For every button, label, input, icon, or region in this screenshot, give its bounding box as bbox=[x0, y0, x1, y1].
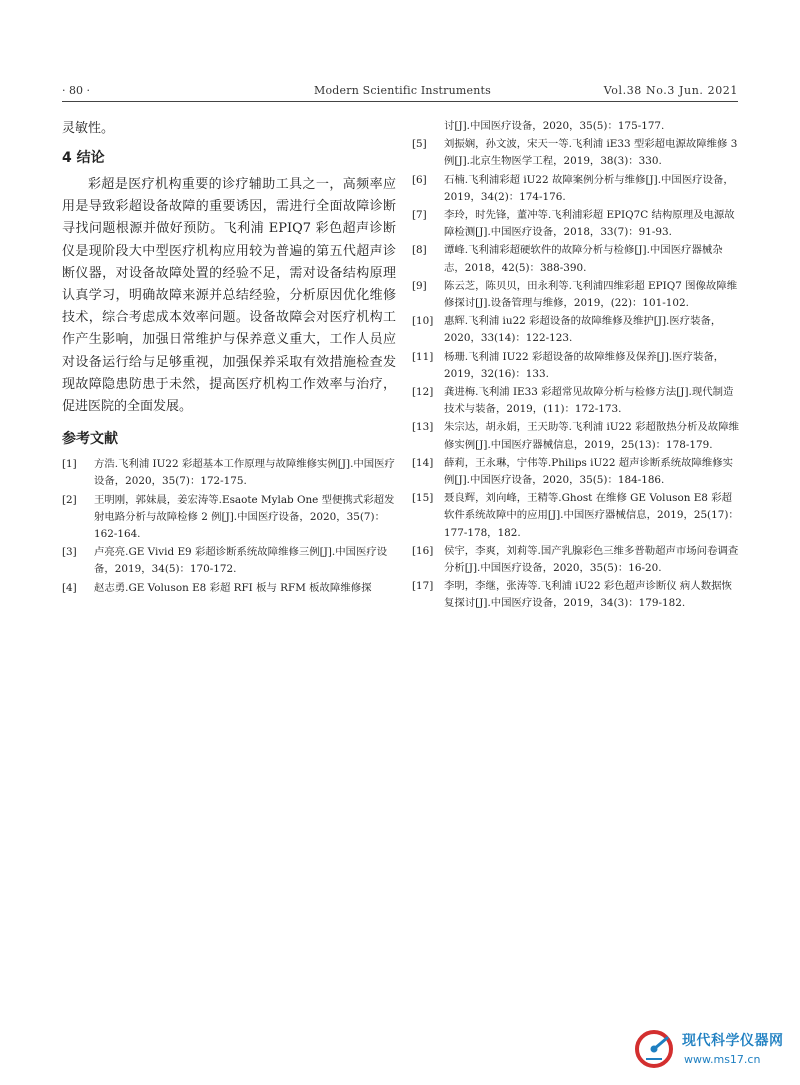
reference-item bbox=[62, 580, 396, 597]
reference-item bbox=[412, 490, 742, 542]
reference-item bbox=[412, 172, 742, 206]
reference-number: [10] bbox=[412, 315, 434, 328]
reference-text: 龚进梅.飞利浦 IE33 彩超常见故障分析与检修方法[J].现代制造技术与装备，2019，(11)：172-173. bbox=[444, 386, 734, 416]
reference-number: [16] bbox=[412, 544, 434, 557]
reference-item bbox=[412, 242, 742, 276]
running-header bbox=[62, 84, 738, 102]
conclusion-paragraph: 彩超是医疗机构重要的诊疗辅助工具之一，高频率应用是导致彩超设备故障的重要诱因，需进行全面故障诊断寻找问题根源并做好预防。飞利浦 EPIQ7 彩色超声诊断仪是现阶段大中型医疗机构应用较为普遍的第五代超声诊断仪器，对设备故障处置的经验不足，需对设备结构原理认真学习，明确故障来源并总结经验，分析原因优化维修技术，综合考虑成本效率问题。设备故障会对医疗机构工作产生影响，加强日常维护与保养意义重大，工作人员应对设备运行给与足够重视，加强保养采取有效措施检查发现故障隐患防患于未然，提高医疗机构工作效率与治疗，促进医院的全面发展。 bbox=[62, 177, 396, 415]
reference-number: [17] bbox=[412, 580, 434, 593]
reference-item bbox=[412, 313, 742, 347]
reference-number: [8] bbox=[412, 244, 427, 257]
reference-text: 侯宇，李爽，刘莉等.国产乳腺彩色三维多普勒超声市场问卷调查分析[J].中国医疗设备，2020，35(5)：16-20. bbox=[444, 544, 739, 575]
reference-text: 方浩.飞利浦 IU22 彩超基本工作原理与故障维修实例[J].中国医疗设备，2020，35(7)：172-175. bbox=[94, 458, 395, 488]
reference-text: 石楠.飞利浦彩超 iU22 故障案例分析与维修[J].中国医疗设备，2019，34(2)：174-176. bbox=[444, 173, 734, 203]
reference-item bbox=[412, 543, 742, 577]
reference-number: [4] bbox=[62, 581, 77, 594]
references-title: 参考文献 bbox=[62, 431, 118, 448]
reference-number: [14] bbox=[412, 456, 434, 469]
watermark-logo bbox=[634, 1027, 784, 1077]
reference-number: [11] bbox=[412, 350, 434, 363]
reference-number: [1] bbox=[62, 458, 77, 471]
reference-item bbox=[62, 544, 396, 578]
reference-text: 李玲，时先锋，董冲等.飞利浦彩超 EPIQ7C 结构原理及电源故障检测[J].中国医疗设备，2018，33(7)：91-93. bbox=[444, 209, 735, 239]
reference-item bbox=[412, 384, 742, 418]
reference-text: 杨珊.飞利浦 IU22 彩超设备的故障维修及保养[J].医疗装备，2019，32(16)：133. bbox=[444, 350, 725, 380]
reference-item bbox=[412, 349, 742, 383]
reference-text: 谭峰.飞利浦彩超硬软件的故障分析与检修[J].中国医疗器械杂志，2018，42(5)：388-390. bbox=[444, 244, 723, 274]
reference-list-left bbox=[62, 456, 396, 597]
reference-number: [9] bbox=[412, 279, 427, 292]
reference-text: 朱宗达，胡永娟，王天助等.飞利浦 iU22 彩超散热分析及故障维修实例[J].中国医疗器械信息，2019，25(13)：178-179. bbox=[444, 421, 739, 451]
header-rule bbox=[62, 101, 738, 102]
watermark-url: www.ms17.cn bbox=[684, 1053, 761, 1066]
reference-text: 李明，李继，张涛等.飞利浦 iU22 彩色超声诊断仪 病人数据恢复探讨[J].中国医疗设备，2019，34(3)：179-182. bbox=[444, 580, 732, 610]
reference-item bbox=[412, 578, 742, 612]
section-title-conclusion: 4 结论 bbox=[62, 150, 105, 166]
reference-number: [2] bbox=[62, 493, 77, 506]
reference-text: 刘振娴，孙文波，宋天一等.飞利浦 iE33 型彩超电源故障维修 3 例[J].北京生物医学工程，2019，38(3)：330. bbox=[444, 138, 738, 168]
reference-number: [6] bbox=[412, 173, 427, 186]
page-number: · 80 · bbox=[62, 84, 90, 97]
reference-item bbox=[412, 278, 742, 312]
reference-text: 惠辉.飞利浦 iu22 彩超设备的故障维修及维护[J].医疗装备，2020，33(14)：122-123. bbox=[444, 315, 722, 345]
reference-item bbox=[412, 207, 742, 241]
right-column bbox=[412, 118, 742, 614]
reference-item bbox=[62, 492, 396, 544]
instrument-logo-icon bbox=[634, 1029, 674, 1069]
reference-number: [3] bbox=[62, 546, 77, 559]
left-column bbox=[62, 118, 396, 598]
reference-number: [15] bbox=[412, 492, 434, 505]
reference-text: 王明刚，郭妹晨，姜宏涛等.Esaote Mylab One 型便携式彩超发射电路分析与故障检修 2 例[J].中国医疗设备，2020，35(7)：162-164. bbox=[94, 493, 395, 541]
reference-text: 薛莉，王永琳，宁伟等.Philips iU22 超声诊断系统故障维修实例[J].中国医疗设备，2020，35(5)：184-186. bbox=[444, 456, 734, 487]
reference-item bbox=[62, 456, 396, 490]
reference-number: [12] bbox=[412, 386, 434, 399]
reference-item bbox=[412, 136, 742, 170]
continued-text: 灵敏性。 bbox=[62, 121, 115, 136]
reference-text: 赵志勇.GE Voluson E8 彩超 RFI 板与 RFM 板故障维修探 bbox=[94, 581, 372, 594]
reference-number: [5] bbox=[412, 138, 427, 151]
reference-continuation: 讨[J].中国医疗设备，2020，35(5)：175-177. bbox=[444, 120, 665, 132]
reference-number: [7] bbox=[412, 209, 427, 222]
reference-list-right bbox=[412, 136, 742, 612]
reference-number: [13] bbox=[412, 421, 434, 434]
reference-item bbox=[412, 455, 742, 489]
issue-info: Vol.38 No.3 Jun. 2021 bbox=[603, 84, 738, 97]
reference-item bbox=[412, 419, 742, 453]
reference-text: 卢亮亮.GE Vivid E9 彩超诊断系统故障维修三例[J].中国医疗设备，2019，34(5)：170-172. bbox=[94, 546, 388, 576]
reference-text: 聂良辉，刘向峰，王精等.Ghost 在维修 GE Voluson E8 彩超软件系统故障中的应用[J].中国医疗器械信息，2019，25(17)：177-178，182. bbox=[444, 492, 739, 539]
reference-text: 陈云芝，陈贝贝，田永利等.飞利浦四维彩超 EPIQ7 图像故障维修探讨[J].设备管理与维修，2019，(22)：101-102. bbox=[444, 279, 738, 310]
watermark-name: 现代科学仪器网 bbox=[682, 1033, 784, 1049]
journal-name: Modern Scientific Instruments bbox=[314, 84, 491, 97]
